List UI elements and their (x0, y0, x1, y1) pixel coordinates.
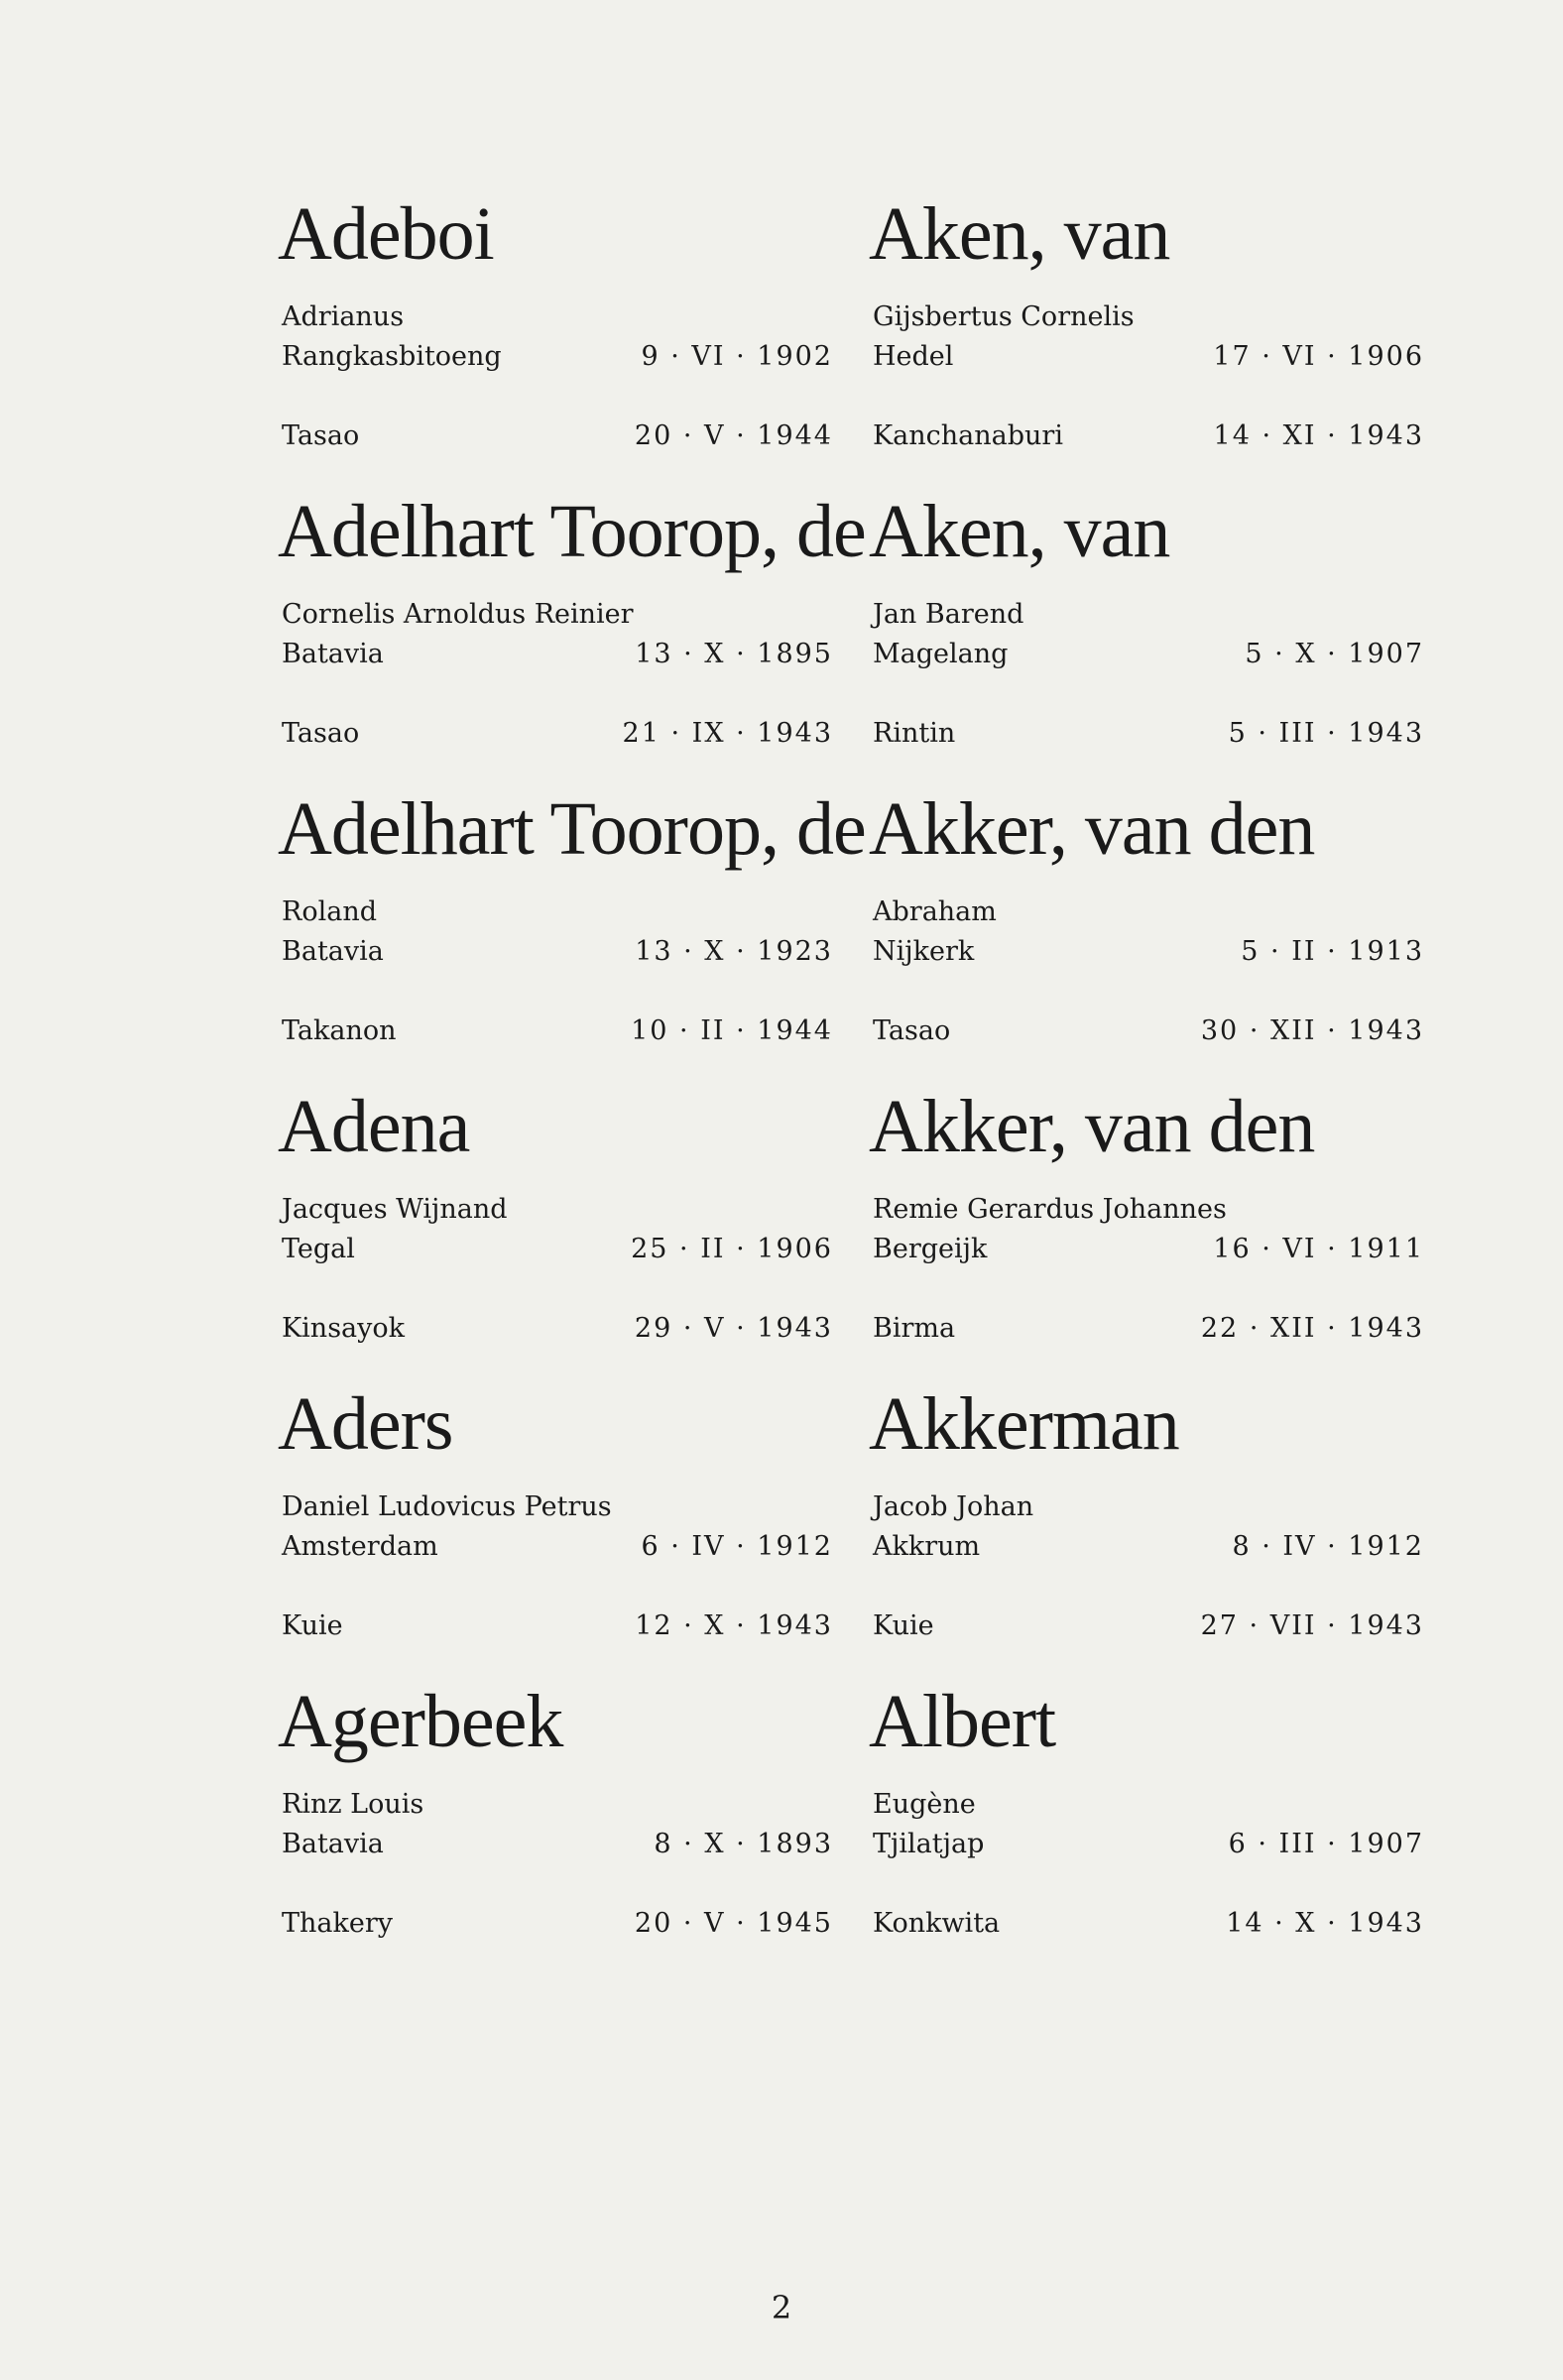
birth-date: 8 · IV · 1912 (1232, 1531, 1424, 1562)
surname: Aders (278, 1382, 453, 1466)
death-date: 14 · XI · 1943 (1213, 420, 1424, 451)
entry (869, 1378, 1424, 1676)
birth-date: 13 · X · 1895 (635, 639, 833, 669)
death-place: Thakery (282, 1908, 393, 1939)
birth-line (282, 930, 833, 974)
surname: Akker, van den (869, 1085, 1315, 1168)
given-names: Daniel Ludovicus Petrus (282, 1491, 612, 1522)
death-date: 5 · III · 1943 (1228, 718, 1424, 749)
birth-date: 17 · VI · 1906 (1213, 341, 1424, 372)
death-place: Tasao (873, 1015, 951, 1046)
death-place: Rintin (873, 718, 956, 749)
given-names: Jan Barend (873, 599, 1024, 630)
birth-date: 8 · X · 1893 (654, 1829, 833, 1859)
surname: Adena (278, 1085, 470, 1168)
birth-date: 5 · X · 1907 (1245, 639, 1424, 669)
birth-date: 5 · II · 1913 (1241, 936, 1424, 967)
entry (278, 188, 833, 486)
birth-line (282, 1228, 833, 1271)
birth-place: Batavia (282, 1829, 384, 1859)
surname: Agerbeek (278, 1680, 563, 1763)
death-line (282, 1010, 833, 1053)
death-line (873, 1902, 1424, 1946)
death-date: 29 · V · 1943 (634, 1313, 833, 1344)
entry (278, 1378, 833, 1676)
entry (278, 1081, 833, 1378)
birth-place: Tegal (282, 1234, 355, 1264)
entry (278, 783, 866, 1081)
birth-place: Hedel (873, 341, 954, 372)
birth-date: 16 · VI · 1911 (1213, 1234, 1424, 1264)
birth-date: 13 · X · 1923 (635, 936, 833, 967)
birth-line (873, 1525, 1424, 1569)
entry (278, 1676, 833, 1973)
birth-line (282, 1525, 833, 1569)
birth-place: Batavia (282, 639, 384, 669)
death-place: Kinsayok (282, 1313, 406, 1344)
birth-place: Batavia (282, 936, 384, 967)
death-place: Kuie (282, 1610, 343, 1641)
birth-line (282, 633, 833, 676)
given-names: Adrianus (282, 301, 405, 332)
death-line (282, 415, 833, 458)
given-names: Abraham (873, 896, 997, 927)
surname: Adelhart Toorop, de (278, 787, 866, 871)
birth-date: 6 · III · 1907 (1228, 1829, 1424, 1859)
right-column (869, 188, 1424, 1973)
death-date: 21 · IX · 1943 (622, 718, 833, 749)
death-place: Kuie (873, 1610, 934, 1641)
given-names: Remie Gerardus Johannes (873, 1194, 1227, 1225)
birth-place: Tjilatjap (873, 1829, 985, 1859)
given-names: Cornelis Arnoldus Reinier (282, 599, 634, 630)
death-place: Tasao (282, 420, 360, 451)
left-column (278, 188, 866, 1973)
given-names: Gijsbertus Cornelis (873, 301, 1135, 332)
birth-line (282, 1823, 833, 1866)
death-line (873, 1605, 1424, 1648)
entry (869, 486, 1424, 783)
given-names: Roland (282, 896, 377, 927)
death-date: 10 · II · 1944 (631, 1015, 833, 1046)
death-date: 20 · V · 1945 (634, 1908, 833, 1939)
given-names: Jacob Johan (873, 1491, 1034, 1522)
death-place: Kanchanaburi (873, 420, 1063, 451)
entry (869, 188, 1424, 486)
given-names: Eugène (873, 1789, 976, 1820)
birth-place: Rangkasbitoeng (282, 341, 502, 372)
birth-place: Magelang (873, 639, 1009, 669)
death-line (873, 1307, 1424, 1351)
surname: Albert (869, 1680, 1056, 1763)
surname: Aken, van (869, 490, 1170, 573)
entry (869, 1081, 1424, 1378)
birth-place: Bergeijk (873, 1234, 988, 1264)
entry (278, 486, 866, 783)
birth-date: 6 · IV · 1912 (641, 1531, 833, 1562)
entry (869, 783, 1424, 1081)
birth-line (873, 1228, 1424, 1271)
page-number: 2 (771, 2289, 792, 2326)
surname: Akkerman (869, 1382, 1179, 1466)
birth-line (873, 930, 1424, 974)
death-line (873, 415, 1424, 458)
birth-line (873, 633, 1424, 676)
death-line (873, 712, 1424, 756)
birth-place: Amsterdam (282, 1531, 438, 1562)
death-date: 12 · X · 1943 (635, 1610, 833, 1641)
birth-line (873, 1823, 1424, 1866)
birth-line (873, 335, 1424, 379)
surname: Akker, van den (869, 787, 1315, 871)
birth-line (282, 335, 833, 379)
death-date: 14 · X · 1943 (1226, 1908, 1424, 1939)
surname: Aken, van (869, 192, 1170, 276)
death-line (873, 1010, 1424, 1053)
death-place: Takanon (282, 1015, 397, 1046)
birth-place: Nijkerk (873, 936, 975, 967)
death-date: 27 · VII · 1943 (1200, 1610, 1424, 1641)
surname: Adelhart Toorop, de (278, 490, 866, 573)
death-line (282, 1605, 833, 1648)
death-place: Konkwita (873, 1908, 1001, 1939)
birth-date: 9 · VI · 1902 (641, 341, 833, 372)
birth-date: 25 · II · 1906 (631, 1234, 833, 1264)
death-line (282, 1307, 833, 1351)
given-names: Rinz Louis (282, 1789, 424, 1820)
surname: Adeboi (278, 192, 494, 276)
death-line (282, 1902, 833, 1946)
death-line (282, 712, 833, 756)
death-place: Tasao (282, 718, 360, 749)
death-place: Birma (873, 1313, 956, 1344)
death-date: 22 · XII · 1943 (1200, 1313, 1424, 1344)
entry (869, 1676, 1424, 1973)
given-names: Jacques Wijnand (282, 1194, 508, 1225)
death-date: 20 · V · 1944 (634, 420, 833, 451)
birth-place: Akkrum (873, 1531, 981, 1562)
death-date: 30 · XII · 1943 (1200, 1015, 1424, 1046)
